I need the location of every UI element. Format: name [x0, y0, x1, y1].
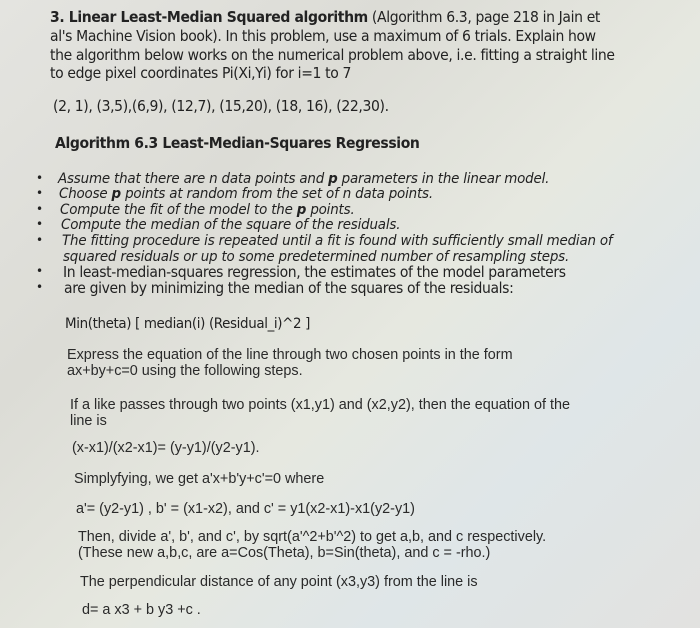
bullet-text: parameters in the linear model. — [337, 170, 550, 187]
bullet-text: Compute the median of the square of the residuals. — [61, 216, 401, 233]
lms-formula: Min(theta) [ median(i) (Residual_i)^2 ] — [65, 315, 310, 332]
bullet-item — [64, 279, 513, 297]
bullet-text: points. — [306, 201, 355, 218]
points-list: (2, 1), (3,5),(6,9), (12,7), (15,20), (18, 16), (22,30). — [53, 97, 389, 115]
divide-line-1: Then, divide a', b', and c', by sqrt(a'^2+b'^2) to get a,b, and c respectively. — [78, 529, 547, 545]
distance-formula: d= a x3 + b y3 +c . — [82, 602, 201, 618]
bullet-text: Assume that there are n data points and — [58, 170, 329, 187]
bullet-text: p — [296, 201, 307, 218]
bullet-text: p — [328, 170, 338, 187]
problem-text: (Algorithm 6.3, page 218 in Jain et — [367, 8, 601, 26]
bullet-item-continuation: squared residuals or up to some predetermined number of resampling steps. — [63, 248, 570, 265]
bullet-text: are given by minimizing the median of the squares of the residuals: — [64, 279, 514, 297]
problem-line-3: the algorithm below works on the numerical problem above, i.e. fitting a straight line — [50, 46, 615, 64]
bullet-icon: • — [36, 264, 44, 278]
bullet-icon: • — [36, 186, 44, 200]
bullet-icon: • — [36, 202, 44, 216]
bullet-icon: • — [36, 233, 44, 247]
bullet-item — [62, 232, 612, 249]
coefficients: a'= (y2-y1) , b' = (x1-x2), and c' = y1(x2-x1)-x1(y2-y1) — [76, 501, 415, 517]
bullet-text: points at random from the set of n data points. — [120, 185, 433, 202]
if-line-2: line is — [70, 413, 107, 429]
perpendicular-text: The perpendicular distance of any point (x3,y3) from the line is — [80, 574, 478, 590]
problem-line-2: al's Machine Vision book). In this problem, use a maximum of 6 trials. Explain how — [50, 27, 596, 45]
express-line-1: Express the equation of the line through two chosen points in the form — [67, 347, 513, 363]
line-equation: (x-x1)/(x2-x1)= (y-y1)/(y2-y1). — [72, 440, 260, 456]
bullet-text: In least-median-squares regression, the estimates of the model parameters — [63, 263, 566, 281]
bullet-item — [61, 216, 400, 233]
algorithm-heading: Algorithm 6.3 Least-Median-Squares Regression — [55, 134, 420, 152]
problem-line-1 — [50, 8, 600, 26]
bullet-icon: • — [36, 217, 44, 231]
bullet-text: p — [111, 185, 121, 202]
simplify-text: Simplyfying, we get a'x+b'y+c'=0 where — [74, 471, 325, 487]
divide-line-2: (These new a,b,c, are a=Cos(Theta), b=Sin(theta), and c = -rho.) — [78, 545, 491, 561]
problem-line-4: to edge pixel coordinates Pi(Xi,Yi) for i=1 to 7 — [50, 64, 352, 82]
express-line-2: ax+by+c=0 using the following steps. — [67, 363, 303, 379]
if-line-1: If a like passes through two points (x1,y1) and (x2,y2), then the equation of the — [70, 397, 570, 413]
bullet-text: Choose — [59, 185, 112, 202]
problem-title: 3. Linear Least-Median Squared algorithm — [50, 8, 368, 26]
bullet-item — [59, 185, 433, 202]
bullet-icon: • — [36, 280, 44, 294]
bullet-text: The fitting procedure is repeated until a fit is found with sufficiently small median of — [62, 232, 613, 249]
bullet-icon: • — [36, 171, 44, 185]
bullet-text: Compute the fit of the model to the — [60, 201, 297, 218]
